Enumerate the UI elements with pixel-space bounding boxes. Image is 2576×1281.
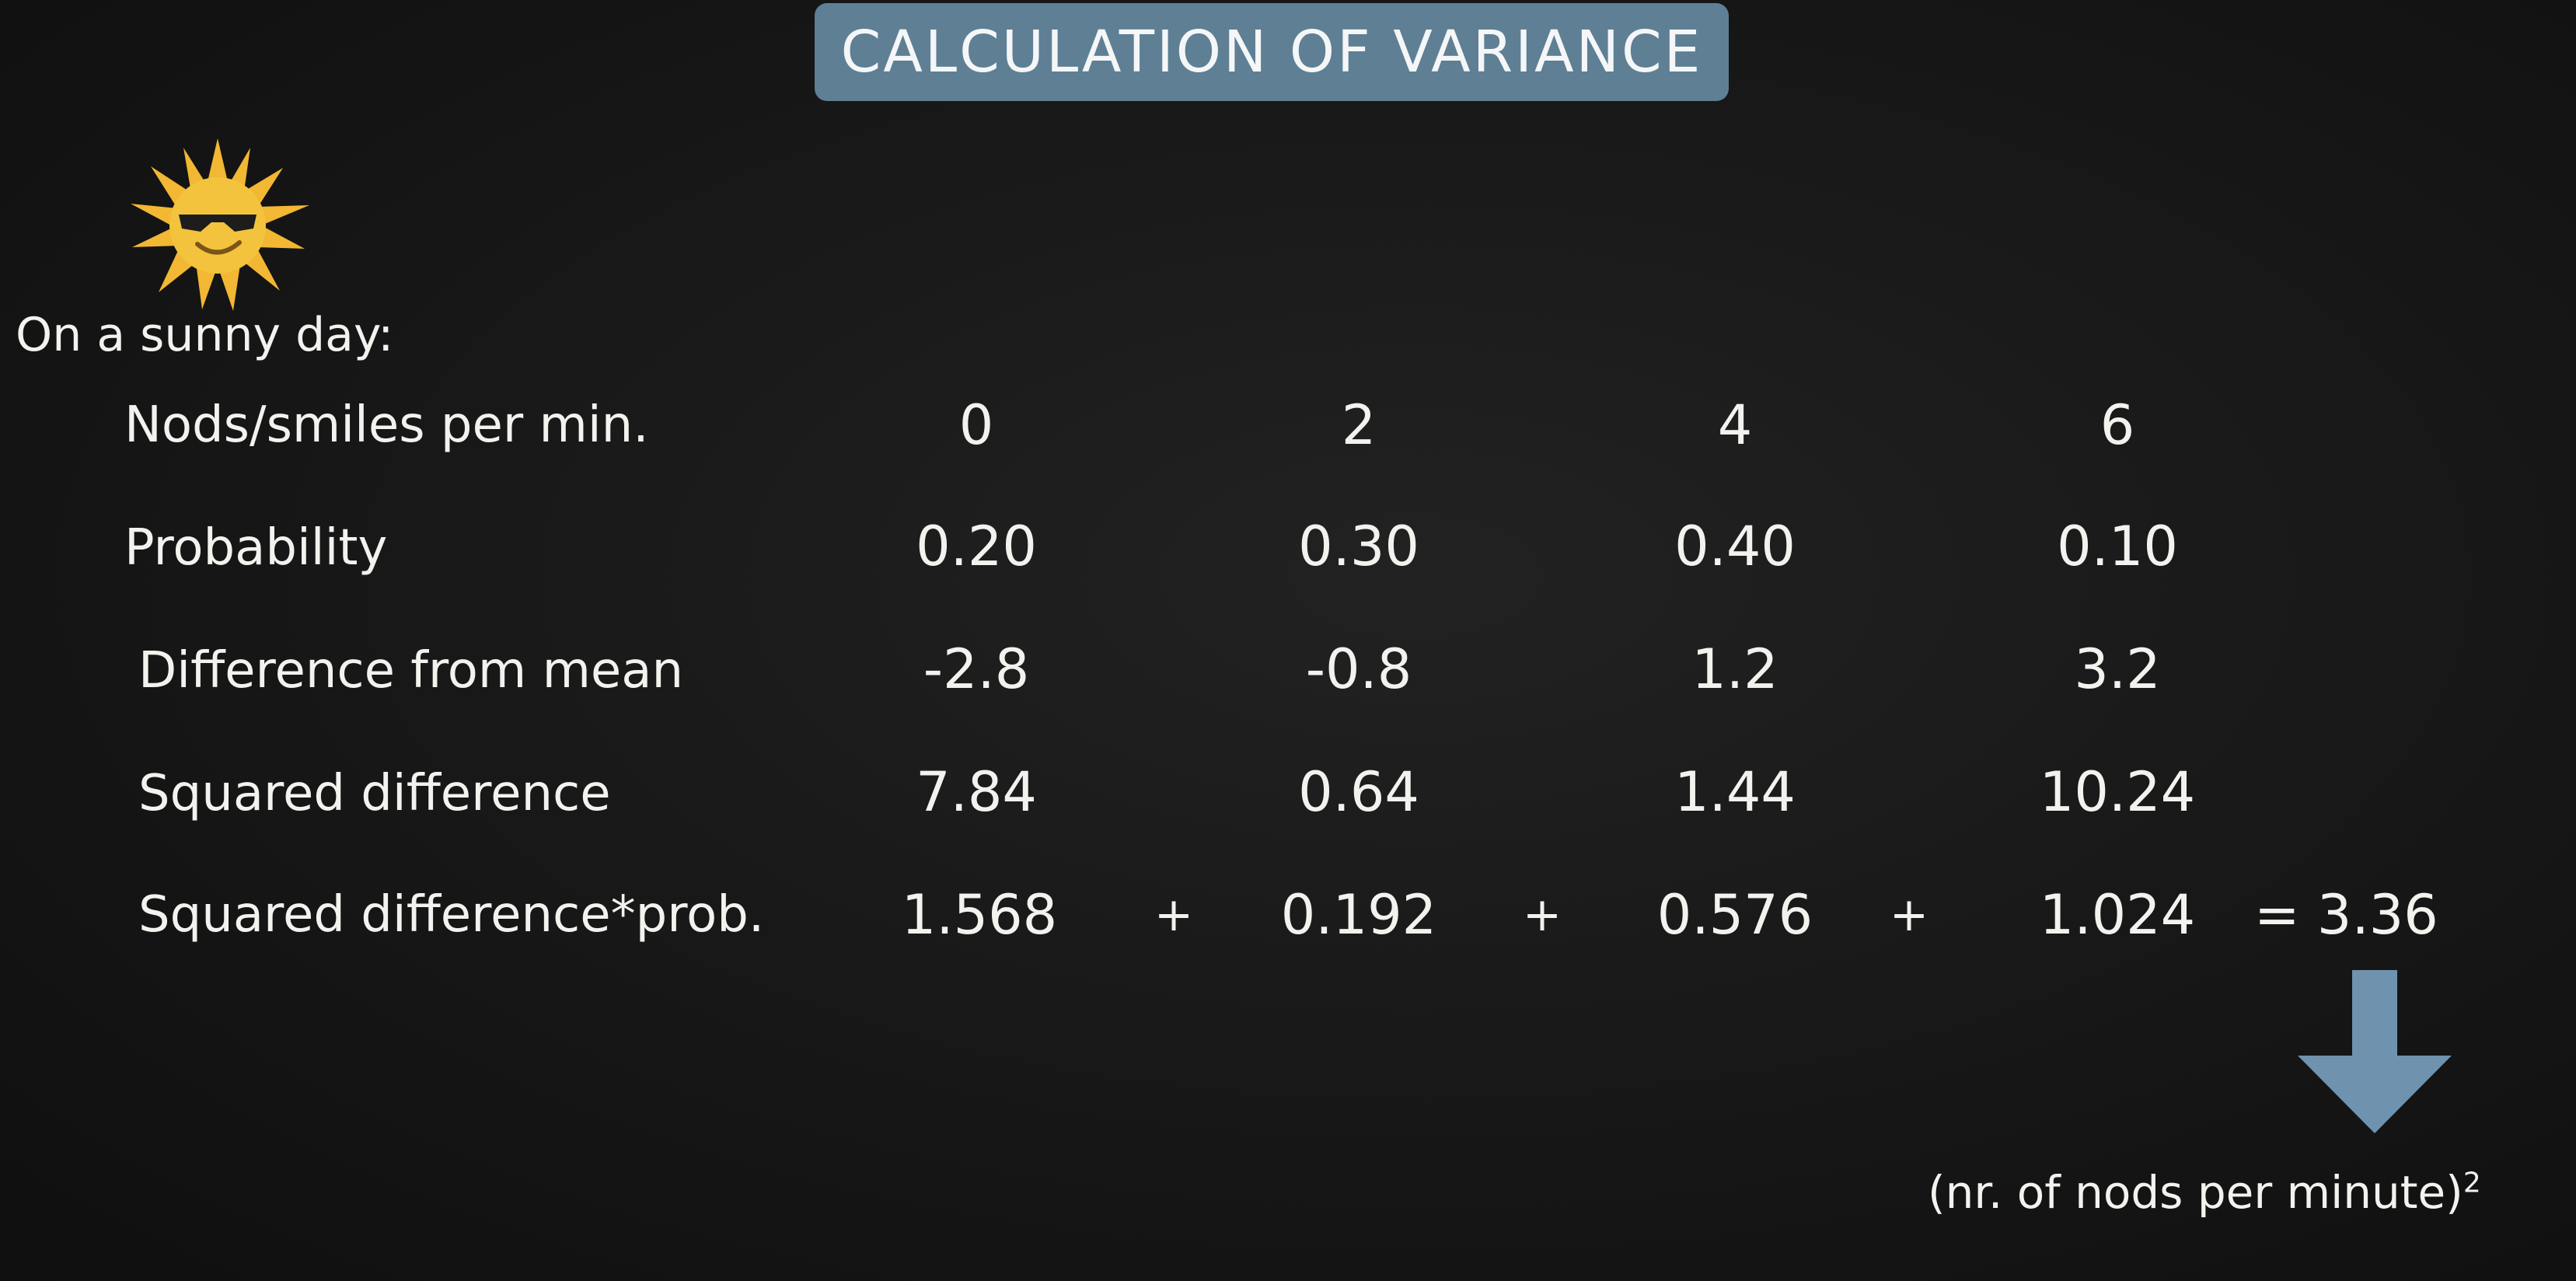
- cell-prob-3: 0.40: [1674, 515, 1796, 578]
- page-title: CALCULATION OF VARIANCE: [840, 19, 1703, 86]
- cell-nods-2: 2: [1341, 393, 1377, 457]
- cell-diff-3: 1.2: [1691, 637, 1778, 701]
- cell-sq-2: 0.64: [1298, 760, 1419, 824]
- sun-icon: [101, 132, 350, 319]
- unit-exponent: 2: [2463, 1167, 2481, 1199]
- variance-total: = 3.36: [2254, 883, 2438, 947]
- intro-text: On a sunny day:: [16, 308, 394, 362]
- unit-text: (nr. of nods per minute): [1928, 1166, 2463, 1219]
- cell-sqp-2: 0.192: [1280, 883, 1437, 947]
- row-label-difference: Difference from mean: [138, 642, 684, 700]
- cell-sqp-4: 1.024: [2039, 883, 2196, 947]
- cell-nods-6: 6: [2100, 393, 2135, 457]
- plus-sign: +: [1154, 888, 1194, 942]
- unit-note: [1928, 1166, 2481, 1219]
- cell-nods-0: 0: [958, 393, 994, 457]
- title-banner: [815, 3, 1729, 101]
- row-label-probability: Probability: [124, 519, 388, 577]
- cell-sq-1: 7.84: [916, 760, 1037, 824]
- plus-sign: +: [1889, 888, 1929, 942]
- cell-sq-3: 1.44: [1674, 760, 1796, 824]
- cell-sqp-1: 1.568: [901, 883, 1058, 947]
- cell-prob-4: 0.10: [2057, 515, 2178, 578]
- cell-diff-4: 3.2: [2074, 637, 2161, 701]
- cell-prob-1: 0.20: [916, 515, 1037, 578]
- cell-sq-4: 10.24: [2039, 760, 2196, 824]
- cell-prob-2: 0.30: [1298, 515, 1419, 578]
- row-label-nods: Nods/smiles per min.: [124, 396, 649, 454]
- cell-sqp-3: 0.576: [1656, 883, 1813, 947]
- cell-nods-4: 4: [1717, 393, 1753, 457]
- row-label-squared: Squared difference: [138, 765, 611, 822]
- down-arrow-icon: [2285, 970, 2464, 1133]
- cell-diff-2: -0.8: [1305, 637, 1412, 701]
- row-label-squared-prob: Squared difference*prob.: [138, 886, 765, 944]
- plus-sign: +: [1522, 888, 1562, 942]
- cell-diff-1: -2.8: [923, 637, 1030, 701]
